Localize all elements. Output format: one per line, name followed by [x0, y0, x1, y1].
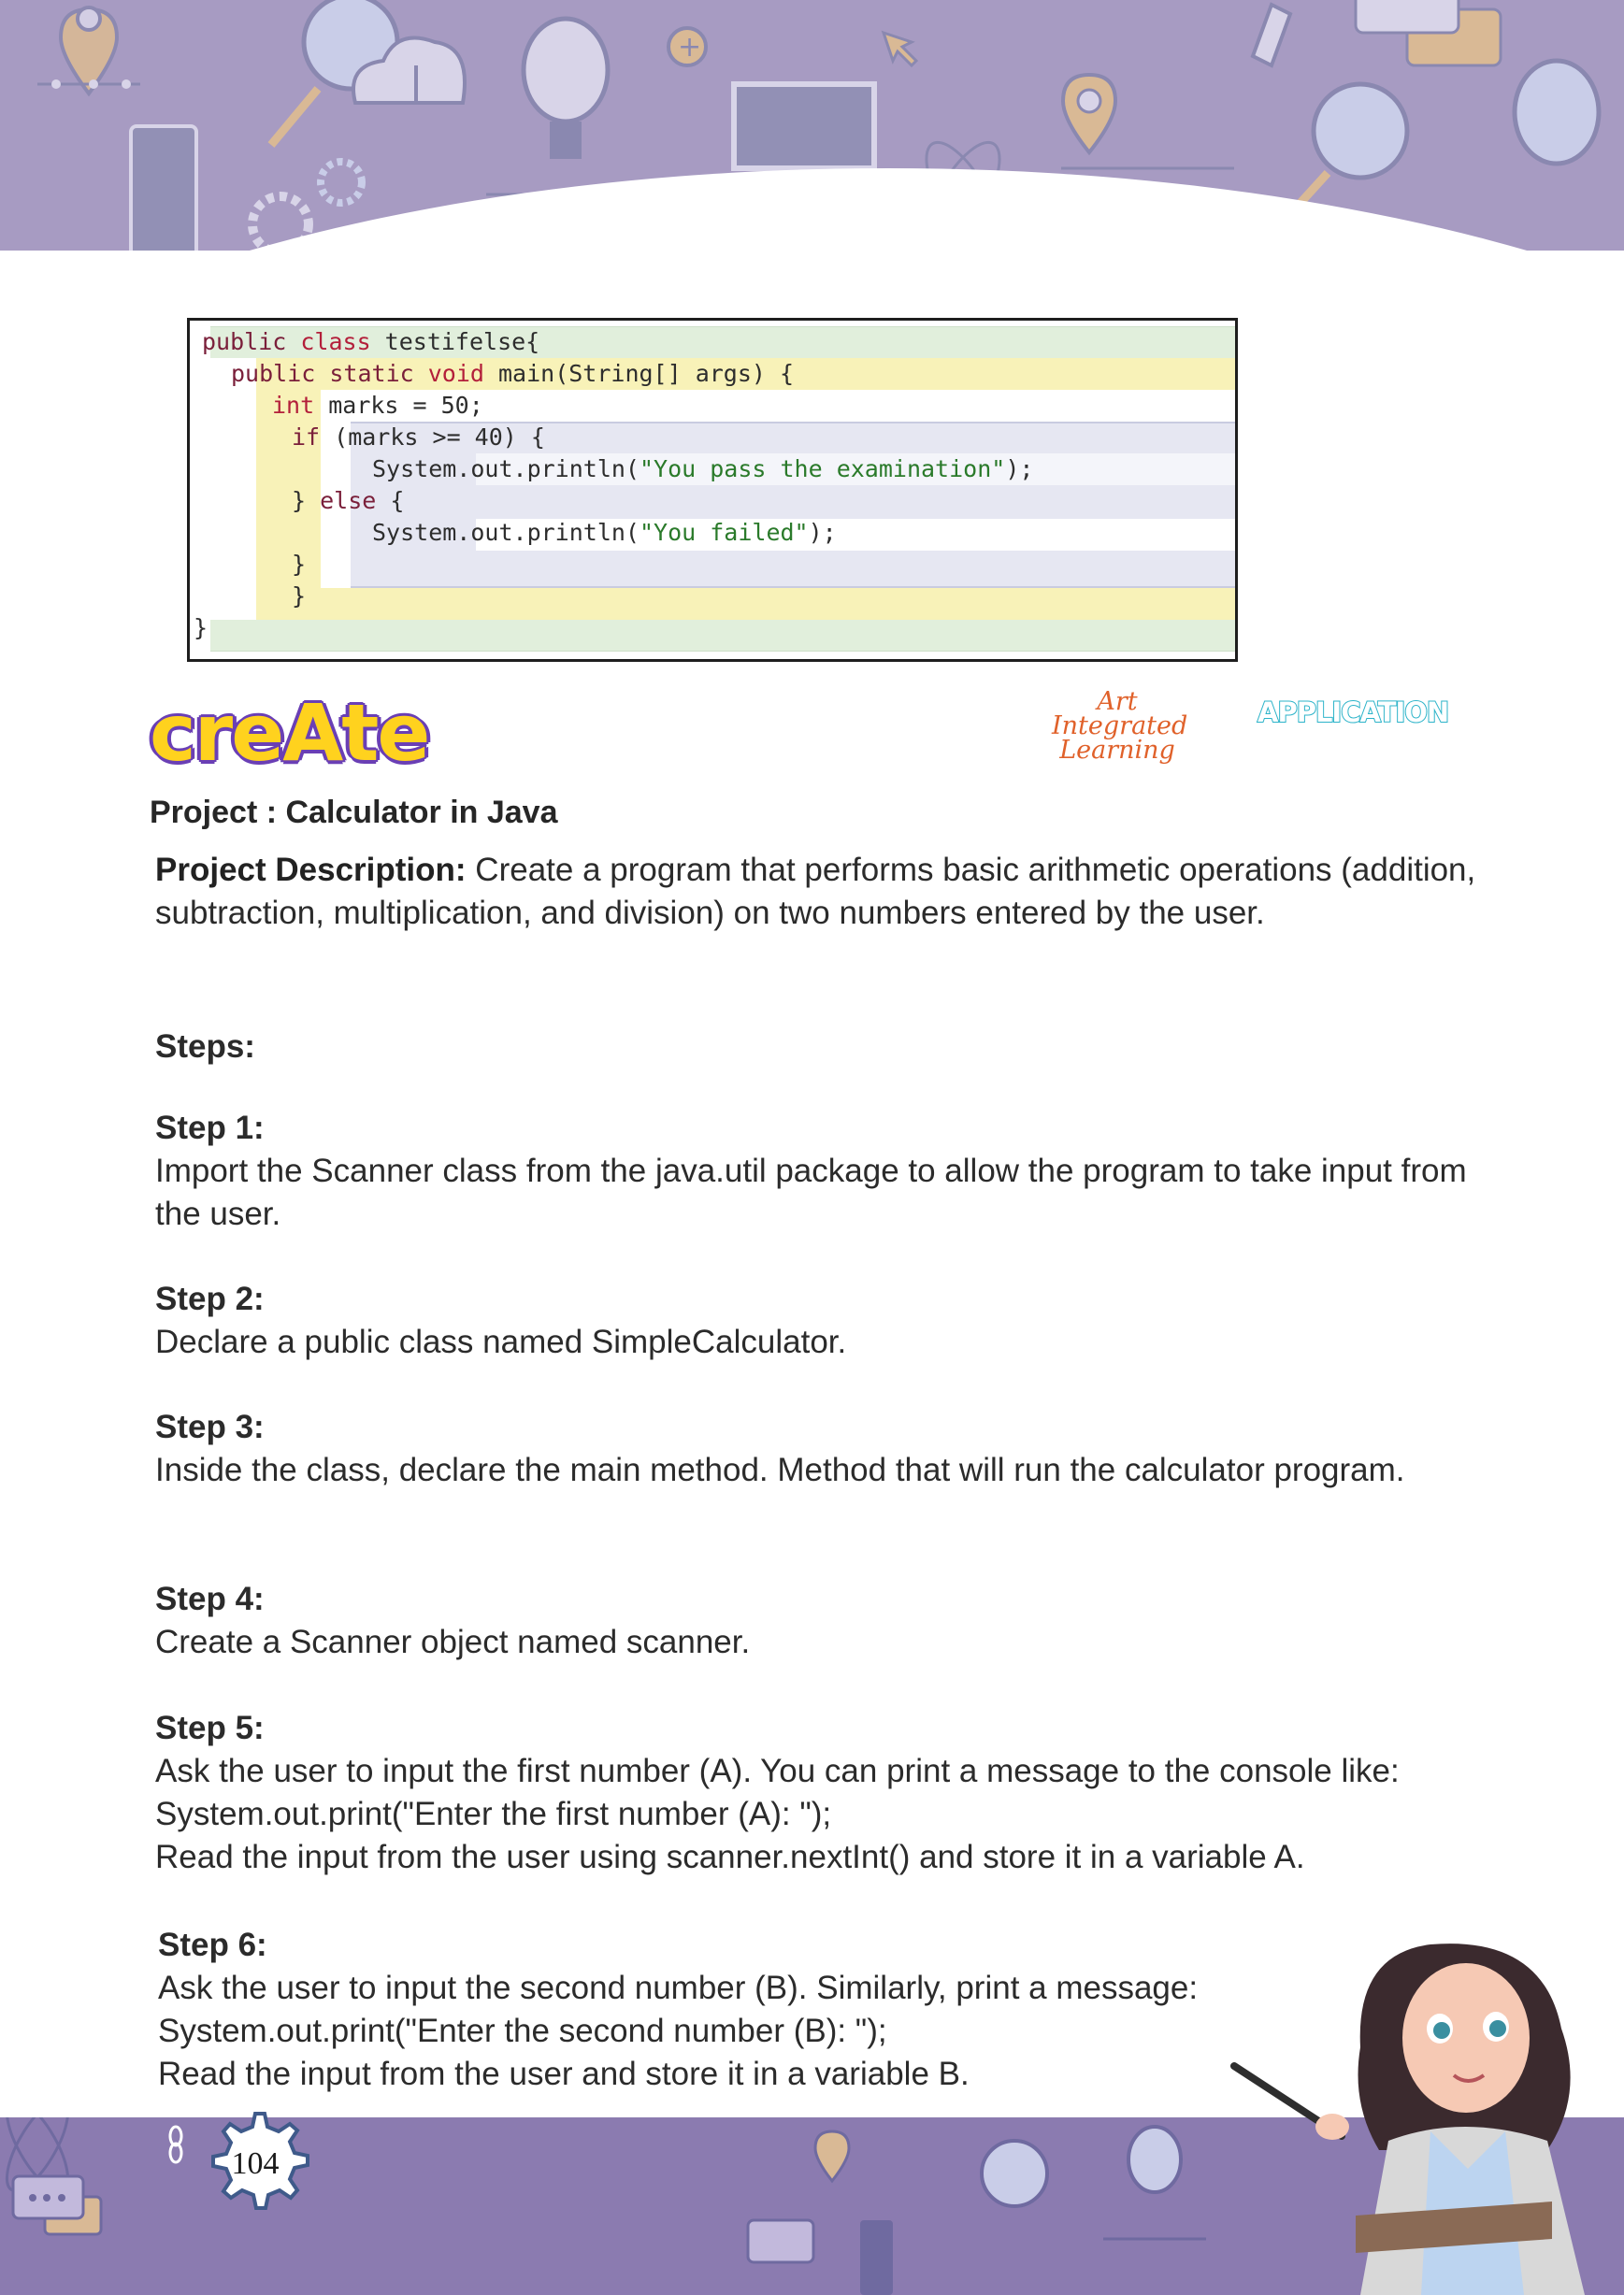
- svg-text:+: +: [678, 31, 702, 64]
- art-tag-line: Learning: [1059, 736, 1175, 765]
- code-line: [292, 422, 545, 453]
- phone-icon: [131, 126, 196, 251]
- code-token: testifelse{: [384, 328, 540, 355]
- step-text: Read the input from the user and store it in a variable B.: [158, 2056, 970, 2092]
- code-token: if: [292, 423, 335, 451]
- application-tag: APPLICATION: [1258, 696, 1449, 728]
- step-title: Step 4:: [155, 1581, 265, 1617]
- project-description: [155, 849, 1511, 935]
- code-token: System.out.println(: [372, 519, 640, 546]
- code-token: class: [300, 328, 385, 355]
- code-line: [372, 517, 837, 549]
- step-2: [155, 1278, 1511, 1364]
- code-line: [194, 612, 208, 644]
- code-token: );: [1005, 455, 1034, 482]
- step-text: Declare a public class named SimpleCalculator.: [155, 1324, 847, 1360]
- chat-bubble-icon: [13, 2176, 101, 2234]
- art-tag-line: Integrated: [1052, 711, 1188, 740]
- code-token: }: [292, 487, 321, 514]
- code-line: [292, 485, 404, 517]
- project-title: Project : Calculator in Java: [150, 795, 558, 830]
- code-token: }: [194, 614, 208, 641]
- step-5: [155, 1707, 1502, 1879]
- step-text: Ask the user to input the first number (A). You can print a message to the console like: System.out.print("Enter the first number (A): ");: [155, 1753, 1400, 1832]
- code-snippet-box: [187, 318, 1238, 662]
- code-token: System.out.println(: [372, 455, 640, 482]
- code-token: main(String[] args) {: [497, 360, 795, 387]
- code-line: [231, 358, 794, 390]
- description-text: Create a program that performs basic arithmetic operations (addition, subtraction, multiplication, and division) on two numbers entered by the user.: [155, 852, 1476, 931]
- code-line: [202, 326, 539, 358]
- step-title: Step 3:: [155, 1409, 265, 1445]
- step-text: System.out.print("Enter the second number (B): ");: [158, 2013, 887, 2049]
- code-line: [292, 549, 306, 581]
- code-token: {: [390, 487, 405, 514]
- code-token: int: [272, 392, 329, 419]
- step-4: [155, 1578, 1511, 1664]
- code-token: else: [320, 487, 391, 514]
- header-banner: [0, 0, 1624, 251]
- step-3: [155, 1406, 1511, 1492]
- step-text: Import the Scanner class from the java.util package to allow the program to take input from the user.: [155, 1153, 1467, 1232]
- code-token: public static: [231, 360, 428, 387]
- code-token: "You failed": [639, 519, 809, 546]
- description-label: Project Description:: [155, 852, 467, 888]
- art-tag-line: Art: [1097, 687, 1138, 716]
- code-line: [272, 390, 483, 422]
- code-token: );: [808, 519, 837, 546]
- step-1: [155, 1107, 1511, 1236]
- code-token: marks = 50;: [328, 392, 483, 419]
- create-logo: creAte: [150, 687, 429, 779]
- step-text: Inside the class, declare the main method. Method that will run the calculator program.: [155, 1452, 1405, 1488]
- step-title: Step 5:: [155, 1710, 265, 1746]
- code-token: }: [292, 551, 307, 578]
- steps-heading: Steps:: [155, 1028, 255, 1065]
- code-block-class-end-bg: [210, 620, 1235, 652]
- step-text: Ask the user to input the second number (B). Similarly, print a message:: [158, 1970, 1199, 2006]
- code-token: (marks >= 40) {: [334, 423, 545, 451]
- code-token: public: [202, 328, 301, 355]
- step-title: Step 6:: [158, 1927, 267, 1963]
- art-integrated-learning-tag: [1052, 687, 1188, 765]
- page-number: 104: [231, 2146, 280, 2181]
- chain-link-icon: [170, 2127, 181, 2162]
- teacher-illustration: [1215, 1888, 1624, 2295]
- step-6: [158, 1924, 1327, 2096]
- code-token: void: [427, 360, 498, 387]
- code-line: [372, 453, 1033, 485]
- chat-bubble-icon: [1356, 0, 1501, 65]
- code-token: "You pass the examination": [639, 455, 1006, 482]
- cursor-arrow-icon: [884, 33, 916, 65]
- rocket-icon: [1253, 5, 1290, 65]
- steps-heading-block: [155, 1026, 1511, 1069]
- step-title: Step 2:: [155, 1281, 265, 1317]
- code-line: [292, 581, 306, 612]
- location-pin-icon: [61, 7, 117, 93]
- step-text: Read the input from the user using scanner.nextInt() and store it in a variable A.: [155, 1839, 1305, 1875]
- lightbulb-icon: [524, 19, 608, 159]
- step-text: Create a Scanner object named scanner.: [155, 1624, 751, 1660]
- code-token: }: [292, 582, 307, 610]
- step-title: Step 1:: [155, 1110, 265, 1146]
